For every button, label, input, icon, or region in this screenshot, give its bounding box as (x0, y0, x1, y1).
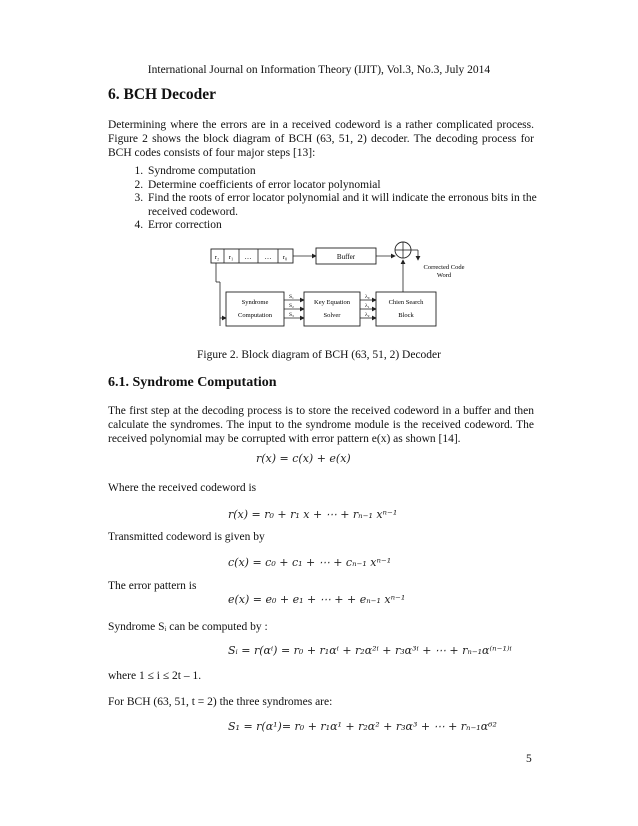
syndrome-label-1: Syndrome (241, 299, 269, 306)
chien-label-1: Chien Search (388, 299, 424, 306)
journal-header: International Journal on Information Theory (IJIT), Vol.3, No.3, July 2014 (147, 64, 491, 76)
xor-adder (395, 242, 411, 258)
intro-paragraph: Determining where the errors are in a received codeword is a rather complicated process. Figure 2 shows the block diagram of BCH (63, 51, 2) decoder. The decoding process for BCH codes consists of four major steps [13]: (108, 119, 534, 159)
list-item: 1. Syndrome computation (146, 165, 572, 179)
equation-3: c(x) = c₀ + c₁ + ⋯ + cₙ₋₁ xⁿ⁻¹ (228, 556, 392, 569)
equation-2: r(x) = r₀ + r₁ x + ⋯ + rₙ₋₁ xⁿ⁻¹ (228, 508, 398, 521)
section-title: 6. BCH Decoder (108, 86, 217, 103)
syndrome-box (226, 292, 284, 326)
subsection-title: 6.1. Syndrome Computation (108, 375, 277, 390)
page-number: 5 (526, 753, 532, 765)
error-pattern-text: The error pattern is (108, 580, 197, 592)
key-equation-box (304, 292, 360, 326)
s-label: S₃ (289, 312, 294, 318)
list-item: 2. Determine coefficients of error locator polynomial (146, 179, 572, 193)
cell-label: … (264, 253, 272, 261)
lambda-label: λ₂ (365, 312, 370, 318)
syndrome-intro-text: Syndrome Sᵢ can be computed by : (108, 621, 268, 633)
key-label-2: Solver (323, 312, 341, 319)
lambda-label: λ₀ (365, 294, 370, 300)
s-label: S₂ (289, 303, 294, 309)
chien-label-2: Block (398, 312, 414, 319)
equation-1: r(x) = c(x) + e(x) (256, 452, 351, 465)
corrected-label-1: Corrected Code (423, 264, 465, 271)
where-received-text: Where the received codeword is (108, 482, 257, 494)
input-buffer-cells (211, 249, 293, 263)
equation-5: Sᵢ = r(αⁱ) = r₀ + r₁αⁱ + r₂α²ⁱ + r₃α³ⁱ + ⋯ + rₙ₋₁α⁽ⁿ⁻¹⁾ⁱ (228, 644, 512, 657)
chien-search-box (376, 292, 436, 326)
key-label-1: Key Equation (314, 299, 350, 306)
list-item: 3. Find the roots of error locator polynomial and it will indicate the erronous bits in the received codeword. (146, 192, 572, 219)
syndrome-label-2: Computation (238, 312, 272, 319)
equation-4: e(x) = e₀ + e₁ + ⋯ + + eₙ₋₁ xⁿ⁻¹ (228, 593, 406, 606)
transmitted-text: Transmitted codeword is given by (108, 531, 265, 543)
cell-label: r₁ (228, 254, 234, 261)
for-bch-text: For BCH (63, 51, t = 2) the three syndromes are: (108, 696, 333, 708)
corrected-label-2: Word (436, 272, 452, 279)
block-diagram (206, 238, 468, 334)
equation-6: S₁ = r(α¹)= r₀ + r₁α¹ + r₂α² + r₃α³ + ⋯ + rₙ₋₁α⁶² (228, 720, 497, 733)
figure-caption: Figure 2. Block diagram of BCH (63, 51, 2) Decoder (196, 349, 441, 361)
cell-label: r₂ (214, 254, 220, 261)
cell-label: … (244, 253, 252, 261)
cell-label: r₀ (282, 254, 288, 261)
steps-list (108, 165, 572, 233)
buffer-label: Buffer (336, 253, 356, 261)
range-text: where 1 ≤ i ≤ 2t – 1. (108, 670, 202, 682)
list-item: 4. Error correction (146, 219, 572, 233)
syndrome-paragraph: The first step at the decoding process is to store the received codeword in a buffer and then calculate the syndromes. The input to the syndrome module is the received codeword. The received polynomial may be corrupted with error pattern e(x) as shown [14]. (108, 405, 534, 445)
lambda-label: λ₁ (365, 303, 370, 309)
s-label: S₁ (289, 294, 294, 300)
